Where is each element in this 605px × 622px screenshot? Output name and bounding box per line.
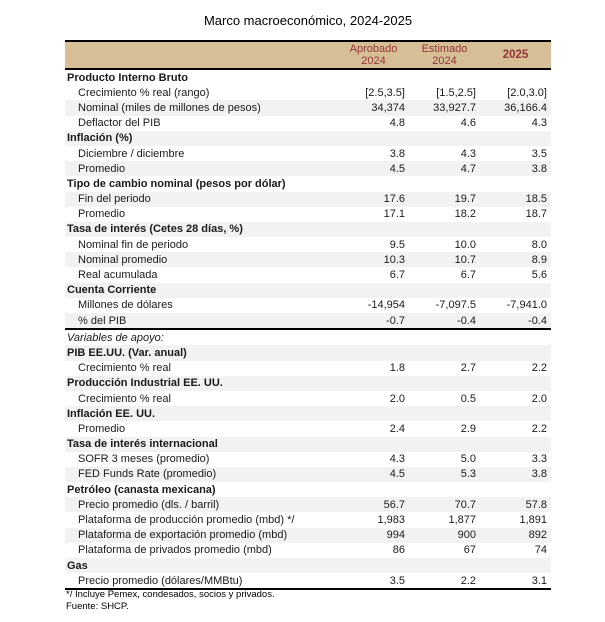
row-label: % del PIB xyxy=(78,314,127,327)
header-label-spacer xyxy=(65,42,338,68)
table-row xyxy=(65,283,551,298)
row-label: Inflación EE. UU. xyxy=(67,407,156,420)
value-cell: 4.3 xyxy=(460,147,476,160)
table-row xyxy=(65,452,551,467)
value-cell: 0.5 xyxy=(460,392,476,405)
table-body-main xyxy=(65,70,551,328)
table-row xyxy=(65,100,551,115)
value-cell: 900 xyxy=(457,529,476,542)
value-cell: 2.2 xyxy=(531,422,547,435)
value-cell: 4.3 xyxy=(531,117,547,130)
value-cell: 2.0 xyxy=(531,392,547,405)
value-cell: -7,097.5 xyxy=(435,299,476,312)
row-label: FED Funds Rate (promedio) xyxy=(78,468,217,481)
column-header-line1: 2025 xyxy=(502,49,529,61)
row-label: SOFR 3 meses (promedio) xyxy=(78,453,210,466)
value-cell: 9.5 xyxy=(389,238,405,251)
table-header xyxy=(65,40,551,70)
value-cell: 4.7 xyxy=(460,162,476,175)
row-label: Tipo de cambio nominal (pesos por dólar) xyxy=(67,177,286,190)
value-cell: 994 xyxy=(386,529,405,542)
column-header-line1: Estimado xyxy=(421,43,468,55)
value-cell: 3.5 xyxy=(531,147,547,160)
value-cell: 8.9 xyxy=(531,253,547,266)
value-cell: 3.3 xyxy=(531,453,547,466)
table-row xyxy=(65,237,551,252)
value-cell: 34,374 xyxy=(371,101,405,114)
value-cell: 10.3 xyxy=(383,253,405,266)
table-row xyxy=(65,543,551,558)
footnote-asterisk: */ Incluye Pemex, condesados, socios y privados. xyxy=(66,589,275,600)
value-cell: 2.2 xyxy=(460,574,476,587)
table-row xyxy=(65,70,551,85)
table-row xyxy=(65,85,551,100)
row-label: Deflactor del PIB xyxy=(78,117,161,130)
value-cell: 3.8 xyxy=(531,468,547,481)
footnotes xyxy=(66,589,275,613)
table-row xyxy=(65,192,551,207)
table-row xyxy=(65,558,551,573)
value-cell: 1,983 xyxy=(377,514,405,527)
page-title: Marco macroeconómico, 2024-2025 xyxy=(203,13,413,28)
table-row xyxy=(65,207,551,222)
value-cell: 2.9 xyxy=(460,422,476,435)
column-header-line2: 2024 xyxy=(361,55,386,67)
row-label: Nominal (miles de millones de pesos) xyxy=(78,101,261,114)
footnote-source: Fuente: SHCP. xyxy=(66,601,129,612)
row-label: Millones de dólares xyxy=(78,299,173,312)
row-label: Fin del periodo xyxy=(78,193,151,206)
row-label: Nominal promedio xyxy=(78,253,168,266)
row-label: Variables de apoyo: xyxy=(67,331,164,344)
value-cell: 3.1 xyxy=(531,574,547,587)
value-cell: [1.5,2.5] xyxy=(436,86,476,99)
row-label: Petróleo (canasta mexicana) xyxy=(67,483,216,496)
macro-framework-table xyxy=(65,40,551,590)
value-cell: 892 xyxy=(528,529,547,542)
value-cell: 10.7 xyxy=(454,253,476,266)
row-label: Producto Interno Bruto xyxy=(67,71,188,84)
table-row xyxy=(65,313,551,328)
table-row xyxy=(65,528,551,543)
value-cell: 1,891 xyxy=(519,514,547,527)
value-cell: 86 xyxy=(392,544,405,557)
column-header-estimado-2024 xyxy=(409,42,480,68)
table-row xyxy=(65,298,551,313)
value-cell: 17.6 xyxy=(383,193,405,206)
value-cell: 6.7 xyxy=(460,269,476,282)
column-header-2025 xyxy=(480,42,551,68)
value-cell: 3.8 xyxy=(389,147,405,160)
row-label: Tasa de interés internacional xyxy=(67,438,218,451)
value-cell: 18.7 xyxy=(525,208,547,221)
value-cell: 2.4 xyxy=(389,422,405,435)
value-cell: -0.4 xyxy=(457,314,476,327)
table-row xyxy=(65,467,551,482)
row-label: Plataforma de exportación promedio (mbd) xyxy=(78,529,288,542)
table-body-support-variables xyxy=(65,328,551,590)
value-cell: -7,941.0 xyxy=(506,299,547,312)
value-cell: -0.4 xyxy=(528,314,547,327)
value-cell: [2.0,3.0] xyxy=(507,86,547,99)
value-cell: 18.2 xyxy=(454,208,476,221)
table-row xyxy=(65,391,551,406)
row-label: Crecimiento % real xyxy=(78,362,171,375)
value-cell: 36,166.4 xyxy=(504,101,547,114)
row-label: Promedio xyxy=(78,422,126,435)
value-cell: 70.7 xyxy=(454,498,476,511)
value-cell: 6.7 xyxy=(389,269,405,282)
table-row xyxy=(65,573,551,588)
value-cell: 5.0 xyxy=(460,453,476,466)
table-row xyxy=(65,437,551,452)
table-row xyxy=(65,421,551,436)
value-cell: 2.7 xyxy=(460,362,476,375)
value-cell: 4.3 xyxy=(389,453,405,466)
value-cell: 5.6 xyxy=(531,269,547,282)
table-row xyxy=(65,406,551,421)
row-label: Producción Industrial EE. UU. xyxy=(67,377,223,390)
row-label: PIB EE.UU. (Var. anual) xyxy=(67,346,187,359)
value-cell: 4.8 xyxy=(389,117,405,130)
value-cell: 4.5 xyxy=(389,162,405,175)
value-cell: 67 xyxy=(463,544,476,557)
column-header-aprobado-2024 xyxy=(338,42,409,68)
row-label: Nominal fin de periodo xyxy=(78,238,189,251)
column-header-line1: Aprobado xyxy=(349,43,398,55)
row-label: Precio promedio (dls. / barril) xyxy=(78,498,220,511)
row-label: Crecimiento % real (rango) xyxy=(78,86,210,99)
row-label: Promedio xyxy=(78,162,126,175)
row-label: Precio promedio (dólares/MMBtu) xyxy=(78,574,243,587)
table-row xyxy=(65,512,551,527)
value-cell: 33,927.7 xyxy=(433,101,476,114)
value-cell: 10.0 xyxy=(454,238,476,251)
value-cell: 1,877 xyxy=(448,514,476,527)
value-cell: 74 xyxy=(534,544,547,557)
value-cell: 18.5 xyxy=(525,193,547,206)
row-label: Cuenta Corriente xyxy=(67,284,157,297)
value-cell: 19.7 xyxy=(454,193,476,206)
value-cell: -0.7 xyxy=(386,314,405,327)
table-row xyxy=(65,222,551,237)
value-cell: 5.3 xyxy=(460,468,476,481)
row-label: Crecimiento % real xyxy=(78,392,171,405)
row-label: Inflación (%) xyxy=(67,132,133,145)
table-row xyxy=(65,361,551,376)
row-label: Diciembre / diciembre xyxy=(78,147,185,160)
table-row xyxy=(65,252,551,267)
value-cell: 57.8 xyxy=(525,498,547,511)
value-cell: 3.5 xyxy=(389,574,405,587)
value-cell: 2.2 xyxy=(531,362,547,375)
value-cell: 4.5 xyxy=(389,468,405,481)
row-label: Real acumulada xyxy=(78,269,158,282)
table-row xyxy=(65,161,551,176)
value-cell: 1.8 xyxy=(389,362,405,375)
value-cell: 56.7 xyxy=(383,498,405,511)
table-row xyxy=(65,146,551,161)
row-label: Plataforma de producción promedio (mbd) */ xyxy=(78,514,295,527)
table-row xyxy=(65,131,551,146)
row-label: Promedio xyxy=(78,208,126,221)
value-cell: -14,954 xyxy=(367,299,405,312)
row-label: Gas xyxy=(67,559,88,572)
column-header-line2: 2024 xyxy=(432,55,457,67)
table-row xyxy=(65,116,551,131)
table-row xyxy=(65,482,551,497)
value-cell: 8.0 xyxy=(531,238,547,251)
value-cell: 17.1 xyxy=(383,208,405,221)
value-cell: [2.5,3.5] xyxy=(365,86,405,99)
value-cell: 2.0 xyxy=(389,392,405,405)
value-cell: 3.8 xyxy=(531,162,547,175)
value-cell: 4.6 xyxy=(460,117,476,130)
row-label: Plataforma de privados promedio (mbd) xyxy=(78,544,272,557)
table-row xyxy=(65,330,551,345)
table-row xyxy=(65,497,551,512)
table-row xyxy=(65,345,551,360)
table-row xyxy=(65,267,551,282)
row-label: Tasa de interés (Cetes 28 días, %) xyxy=(67,223,243,236)
table-row xyxy=(65,176,551,191)
table-row xyxy=(65,376,551,391)
